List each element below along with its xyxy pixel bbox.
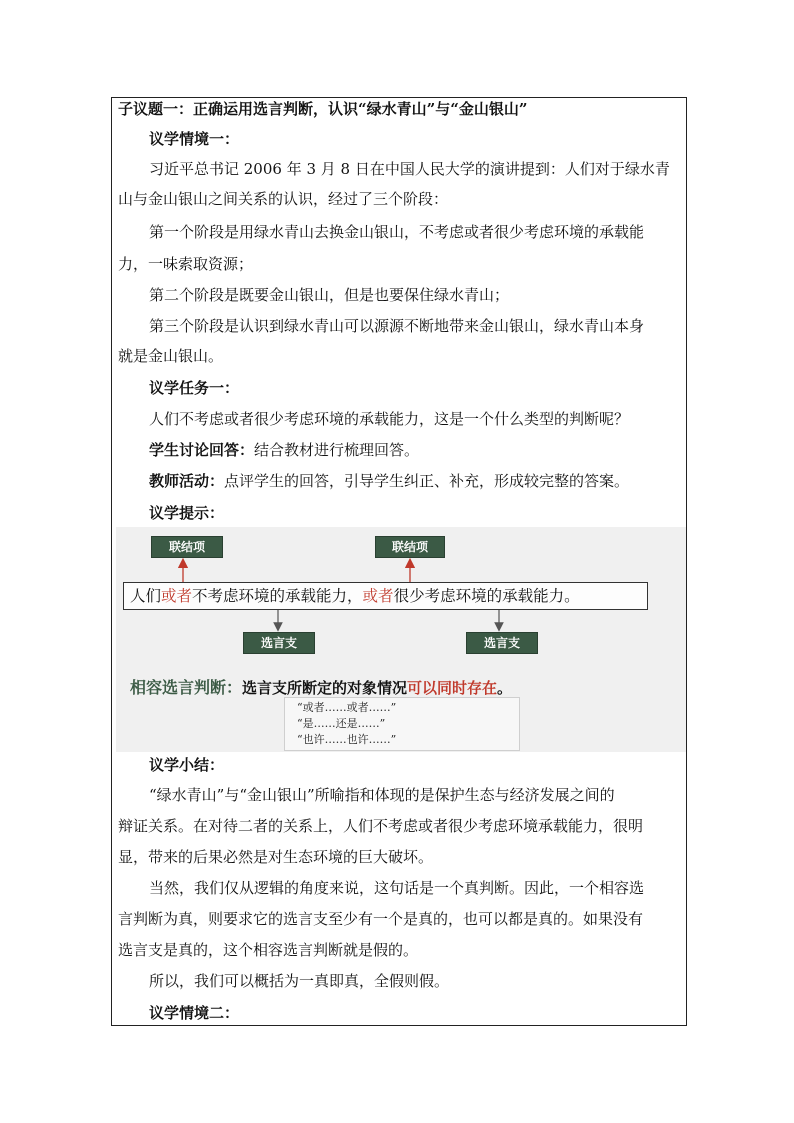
student-discussion-label: 学生讨论回答： <box>149 441 255 459</box>
stage-3-text: 就是金山银山。 <box>118 347 224 365</box>
connective-examples-box <box>284 697 520 751</box>
task-1-question: 人们不考虑或者很少考虑环境的承载能力，这是一个什么类型的判断呢？ <box>149 410 630 428</box>
connector-word-1: 或者 <box>161 587 193 605</box>
summary-paragraph: 言判断为真，则要求它的选言支至少有一个是真的，也可以都是真的。如果没有 <box>118 910 644 928</box>
stage-2-text: 第二个阶段是既要金山银山，但是也要保住绿水青山； <box>149 286 510 304</box>
compatible-disjunctive-diagram <box>116 527 686 752</box>
summary-conclusion: 所以，我们可以概括为一真即真，全假则假。 <box>149 972 450 990</box>
teacher-activity-line <box>149 471 683 491</box>
connective-example: “是……还是……” <box>297 717 386 730</box>
student-discussion-text: 结合教材进行梳理回答。 <box>254 441 420 459</box>
situation-1-paragraph: 习近平总书记 2006 年 3 月 8 日在中国人民大学的演讲提到：人们对于绿水青 <box>149 160 670 178</box>
summary-paragraph: 辩证关系。在对待二者的关系上，人们不考虑或者很少考虑环境承载能力，很明 <box>118 817 644 835</box>
hint-title: 议学提示： <box>149 504 225 522</box>
stage-1-text: 第一个阶段是用绿水青山去换金山银山，不考虑或者很少考虑环境的承载能 <box>149 223 645 241</box>
stage-1-text: 力，一味索取资源； <box>118 255 254 273</box>
summary-paragraph: 显，带来的后果必然是对生态环境的巨大破坏。 <box>118 848 434 866</box>
option-label-1: 选言支 <box>243 632 315 654</box>
summary-paragraph: 当然，我们仅从逻辑的角度来说，这句话是一个真判断。因此，一个相容选 <box>149 879 645 897</box>
option-label-2: 选言支 <box>466 632 538 654</box>
situation-1-title: 议学情境一： <box>149 130 240 148</box>
summary-title: 议学小结： <box>149 756 225 774</box>
connective-example: “或者……或者……” <box>297 701 397 714</box>
connective-example: “也许……也许……” <box>297 733 397 746</box>
compatible-disjunction-definition: 相容选言判断：选言支所断定的对象情况可以同时存在。 <box>130 678 513 697</box>
situation-1-paragraph: 山与金山银山之间关系的认识，经过了三个阶段： <box>118 190 449 208</box>
connector-label-2: 联结项 <box>375 536 445 558</box>
sub-topic-heading: 子议题一：正确运用选言判断，认识“绿水青山”与“金山银山” <box>118 100 528 118</box>
stage-3-text: 第三个阶段是认识到绿水青山可以源源不断地带来金山银山，绿水青山本身 <box>149 317 645 335</box>
example-sentence: 人们或者不考虑环境的承载能力，或者很少考虑环境的承载能力。 <box>123 582 648 610</box>
teacher-activity-label: 教师活动： <box>149 472 225 490</box>
definition-emphasis: 可以同时存在 <box>407 679 498 697</box>
teacher-activity-text: 点评学生的回答，引导学生纠正、补充，形成较完整的答案。 <box>224 472 630 490</box>
task-1-title: 议学任务一： <box>149 379 240 397</box>
summary-paragraph: “绿水青山”与“金山银山”所喻指和体现的是保护生态与经济发展之间的 <box>149 786 615 804</box>
definition-title: 相容选言判断： <box>130 678 243 697</box>
connector-label-1: 联结项 <box>151 536 223 558</box>
connector-word-2: 或者 <box>362 587 394 605</box>
student-discussion-line <box>149 440 683 460</box>
situation-2-title: 议学情境二： <box>149 1004 240 1022</box>
summary-paragraph: 选言支是真的，这个相容选言判断就是假的。 <box>118 941 419 959</box>
